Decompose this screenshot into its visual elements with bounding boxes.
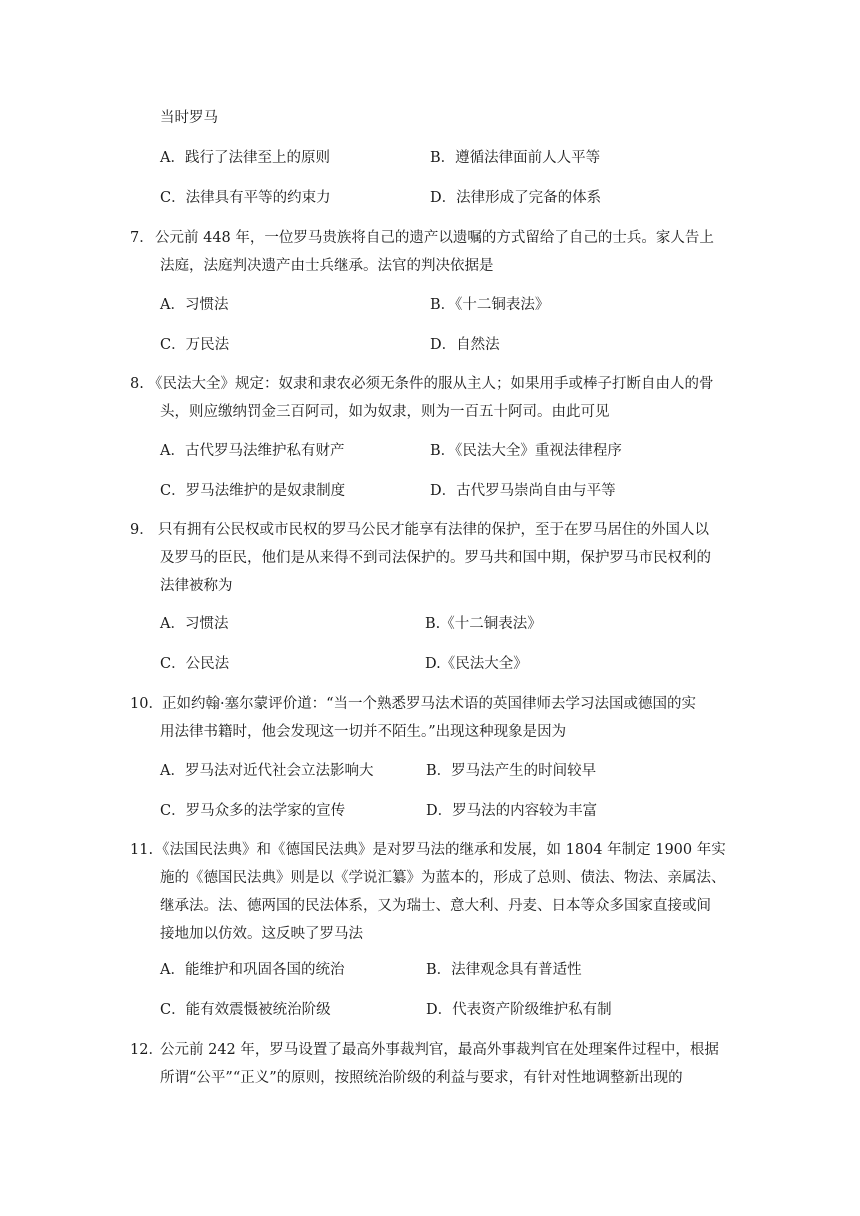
q9-stem-line-1: 只有拥有公民权或市民权的罗马公民才能享有法律的保护，至于在罗马居住的外国人以 bbox=[158, 522, 709, 538]
q6-option-a: A．践行了法律至上的原则 bbox=[160, 150, 330, 166]
q11-option-b: B．法律观念具有普适性 bbox=[426, 962, 582, 978]
q11-stem-line-1: 《法国民法典》和《德国民法典》是对罗马法的继承和发展，如 1804 年制定 1900 年实 bbox=[155, 842, 726, 858]
q6-option-d: D．法律形成了完备的体系 bbox=[430, 190, 602, 206]
q7-number: 7． bbox=[130, 230, 154, 246]
q11-number: 11. bbox=[130, 842, 154, 858]
q9-stem-line-2: 及罗马的臣民，他们是从来得不到司法保护的。罗马共和国中期，保护罗马市民权利的 bbox=[160, 550, 711, 566]
q10-stem-line-2: 用法律书籍时，他会发现这一切并不陌生。”出现这种现象是因为 bbox=[160, 724, 567, 740]
q11-option-a: A．能维护和巩固各国的统治 bbox=[160, 962, 345, 978]
q8-option-c: C．罗马法维护的是奴隶制度 bbox=[160, 483, 346, 499]
q12-number: 12． bbox=[130, 1042, 163, 1058]
q6-option-b: B．遵循法律面前人人平等 bbox=[430, 150, 601, 166]
q9-option-a: A．习惯法 bbox=[160, 616, 229, 632]
q6-stem-tail: 当时罗马 bbox=[160, 110, 218, 126]
q8-number: 8. bbox=[130, 376, 144, 392]
q10-option-b: B．罗马法产生的时间较早 bbox=[426, 763, 597, 779]
q8-stem-line-1: 《民法大全》规定：奴隶和隶农必须无条件的服从主人；如果用手或棒子打断自由人的骨 bbox=[148, 376, 714, 392]
q9-option-d: D.《民法大全》 bbox=[425, 656, 528, 672]
q8-option-a: A．古代罗马法维护私有财产 bbox=[160, 443, 345, 459]
q11-option-c: C．能有效震慑被统治阶级 bbox=[160, 1002, 331, 1018]
q11-option-d: D．代表资产阶级维护私有制 bbox=[426, 1002, 612, 1018]
q9-option-b: B.《十二铜表法》 bbox=[425, 616, 542, 632]
q7-option-a: A．习惯法 bbox=[160, 297, 229, 313]
q12-stem-line-2: 所谓“公平”“正义”的原则，按照统治阶级的利益与要求，有针对性地调整新出现的 bbox=[160, 1070, 683, 1086]
q9-option-c: C．公民法 bbox=[160, 656, 230, 672]
q10-stem-line-1: 正如约翰·塞尔蒙评价道：“当一个熟悉罗马法术语的英国律师去学习法国或德国的实 bbox=[162, 696, 697, 712]
q8-stem-line-2: 头，则应缴纳罚金三百阿司，如为奴隶，则为一百五十阿司。由此可见 bbox=[160, 404, 610, 420]
q6-option-c: C．法律具有平等的约束力 bbox=[160, 190, 331, 206]
q8-option-b: B．《民法大全》重视法律程序 bbox=[430, 443, 622, 459]
q7-stem-line-1: 公元前 448 年，一位罗马贵族将自己的遗产以遗嘱的方式留给了自己的士兵。家人告上 bbox=[155, 230, 714, 246]
q9-number: 9． bbox=[130, 522, 154, 538]
q7-stem-line-2: 法庭，法庭判决遗产由士兵继承。法官的判决依据是 bbox=[160, 258, 494, 274]
q11-stem-line-2: 施的《德国民法典》则是以《学说汇纂》为蓝本的，形成了总则、债法、物法、亲属法、 bbox=[160, 870, 726, 886]
q9-stem-line-3: 法律被称为 bbox=[160, 578, 233, 594]
q10-option-c: C．罗马众多的法学家的宣传 bbox=[160, 803, 346, 819]
q12-stem-line-1: 公元前 242 年，罗马设置了最高外事裁判官，最高外事裁判官在处理案件过程中，根据 bbox=[160, 1042, 719, 1058]
q7-option-c: C．万民法 bbox=[160, 337, 230, 353]
q11-stem-line-4: 接地加以仿效。这反映了罗马法 bbox=[160, 926, 363, 942]
q7-option-b: B．《十二铜表法》 bbox=[430, 297, 550, 313]
q8-option-d: D．古代罗马崇尚自由与平等 bbox=[430, 483, 616, 499]
q10-option-a: A．罗马法对近代社会立法影响大 bbox=[160, 763, 374, 779]
q11-stem-line-3: 继承法。法、德两国的民法体系，又为瑞士、意大利、丹麦、日本等众多国家直接或间 bbox=[160, 898, 711, 914]
q10-number: 10． bbox=[130, 696, 163, 712]
q10-option-d: D．罗马法的内容较为丰富 bbox=[426, 803, 598, 819]
q7-option-d: D．自然法 bbox=[430, 337, 500, 353]
